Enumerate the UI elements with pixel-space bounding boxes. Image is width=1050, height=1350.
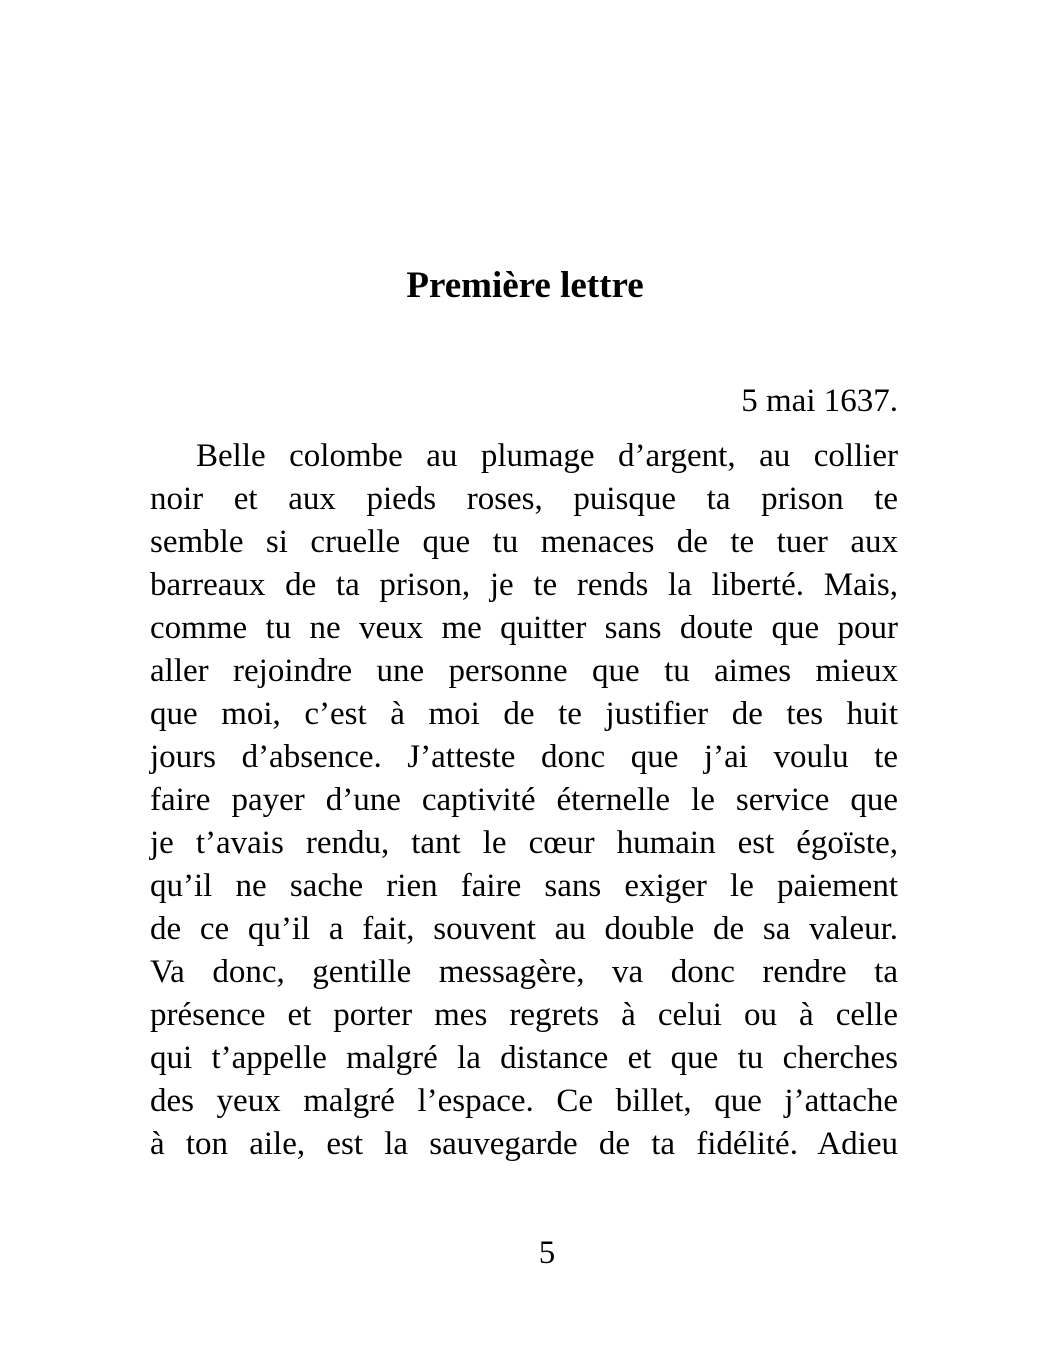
- body-line: noir et aux pieds roses, puisque ta prison te: [150, 481, 898, 517]
- body-line: Va donc, gentille messagère, va donc rendre ta: [150, 954, 898, 990]
- body-line: des yeux malgré l’espace. Ce billet, que j’attache: [150, 1083, 898, 1119]
- body-line: de ce qu’il a fait, souvent au double de sa valeur.: [150, 911, 898, 947]
- body-line: à ton aile, est la sauvegarde de ta fidélité. Adieu: [150, 1126, 898, 1162]
- body-line: aller rejoindre une personne que tu aimes mieux: [150, 653, 898, 689]
- letter-date: 5 mai 1637.: [741, 383, 898, 419]
- body-line: qui t’appelle malgré la distance et que tu cherches: [150, 1040, 898, 1076]
- body-line: Belle colombe au plumage d’argent, au collier: [196, 438, 898, 474]
- body-line: faire payer d’une captivité éternelle le service que: [150, 782, 898, 818]
- page-number: 5: [538, 1235, 556, 1271]
- body-line: que moi, c’est à moi de te justifier de tes huit: [150, 696, 898, 732]
- body-line: jours d’absence. J’atteste donc que j’ai voulu te: [150, 739, 898, 775]
- body-line: je t’avais rendu, tant le cœur humain est égoïste,: [150, 825, 898, 861]
- body-line: qu’il ne sache rien faire sans exiger le paiement: [150, 868, 898, 904]
- body-line: semble si cruelle que tu menaces de te tuer aux: [150, 524, 898, 560]
- body-line: barreaux de ta prison, je te rends la liberté. Mais,: [150, 567, 898, 603]
- chapter-title: Première lettre: [406, 265, 644, 306]
- body-line: comme tu ne veux me quitter sans doute que pour: [150, 610, 898, 646]
- body-line: présence et porter mes regrets à celui ou à celle: [150, 997, 898, 1033]
